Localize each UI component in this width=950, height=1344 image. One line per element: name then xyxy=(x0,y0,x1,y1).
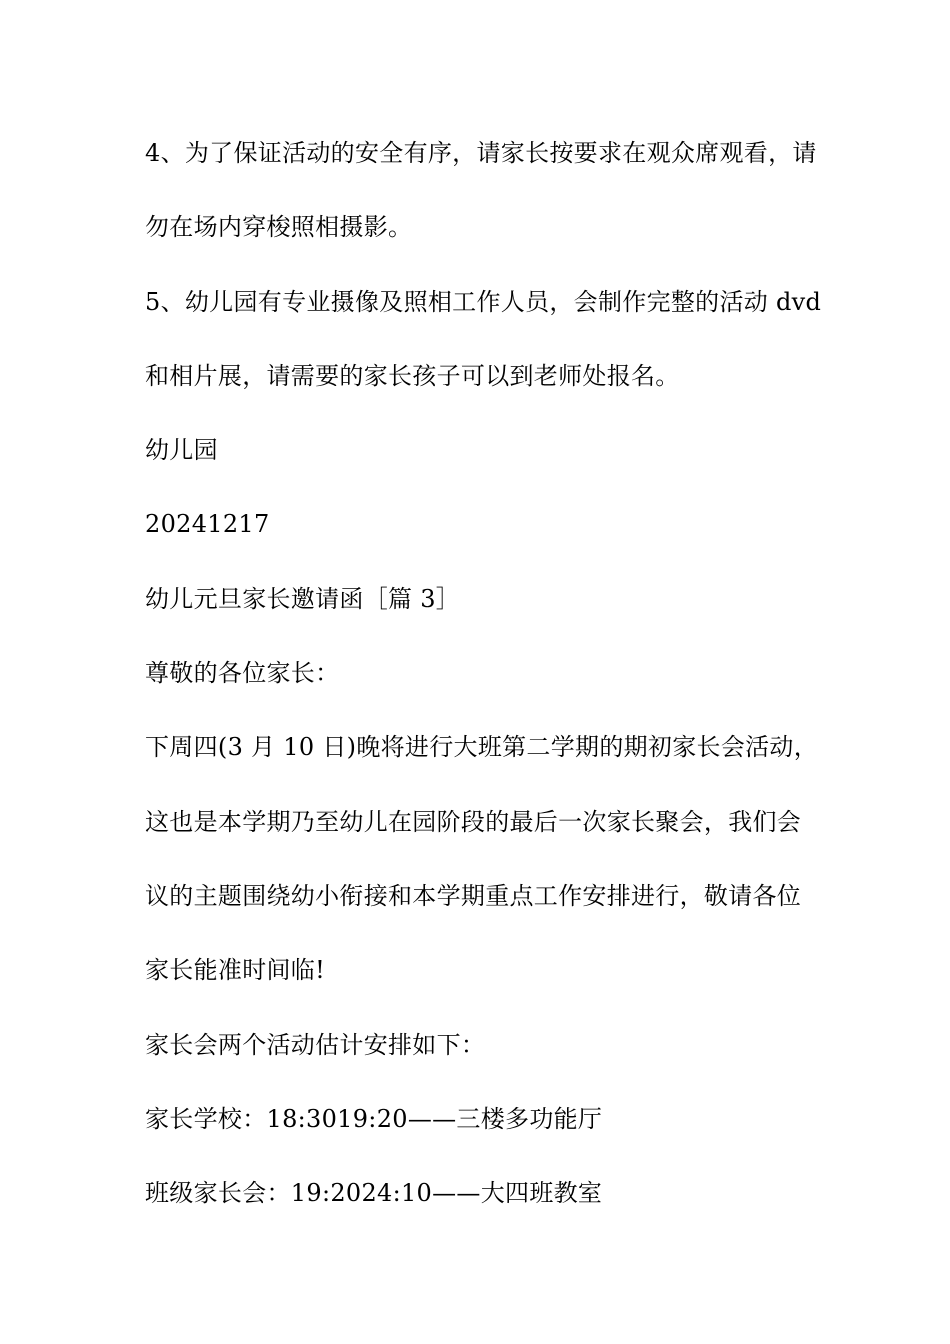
salutation-line: 尊敬的各位家长： xyxy=(145,659,340,687)
paragraph-line: 5、幼儿园有专业摄像及照相工作人员，会制作完整的活动 dvd xyxy=(145,288,822,316)
paragraph-line: 这也是本学期乃至幼儿在园阶段的最后一次家长聚会，我们会 xyxy=(145,808,802,836)
paragraph-line: 勿在场内穿梭照相摄影。 xyxy=(145,213,413,241)
paragraph-line: 和相片展，请需要的家长孩子可以到老师处报名。 xyxy=(145,362,680,390)
paragraph-line: 4、为了保证活动的安全有序，请家长按要求在观众席观看，请 xyxy=(145,139,817,167)
paragraph-line: 下周四(3 月 10 日)晚将进行大班第二学期的期初家长会活动， xyxy=(145,733,819,761)
signature-line: 幼儿园 xyxy=(145,436,218,464)
section-title: 幼儿元旦家长邀请函［篇 3］ xyxy=(145,585,461,613)
paragraph-line: 议的主题围绕幼小衔接和本学期重点工作安排进行，敬请各位 xyxy=(145,882,802,910)
paragraph-line: 家长能准时间临! xyxy=(145,956,326,984)
schedule-item: 班级家长会：19:2024:10——大四班教室 xyxy=(145,1179,603,1207)
paragraph-line: 家长会两个活动估计安排如下： xyxy=(145,1031,486,1059)
schedule-item: 家长学校：18:3019:20——三楼多功能厅 xyxy=(145,1105,603,1133)
date-line: 20241217 xyxy=(145,510,270,538)
